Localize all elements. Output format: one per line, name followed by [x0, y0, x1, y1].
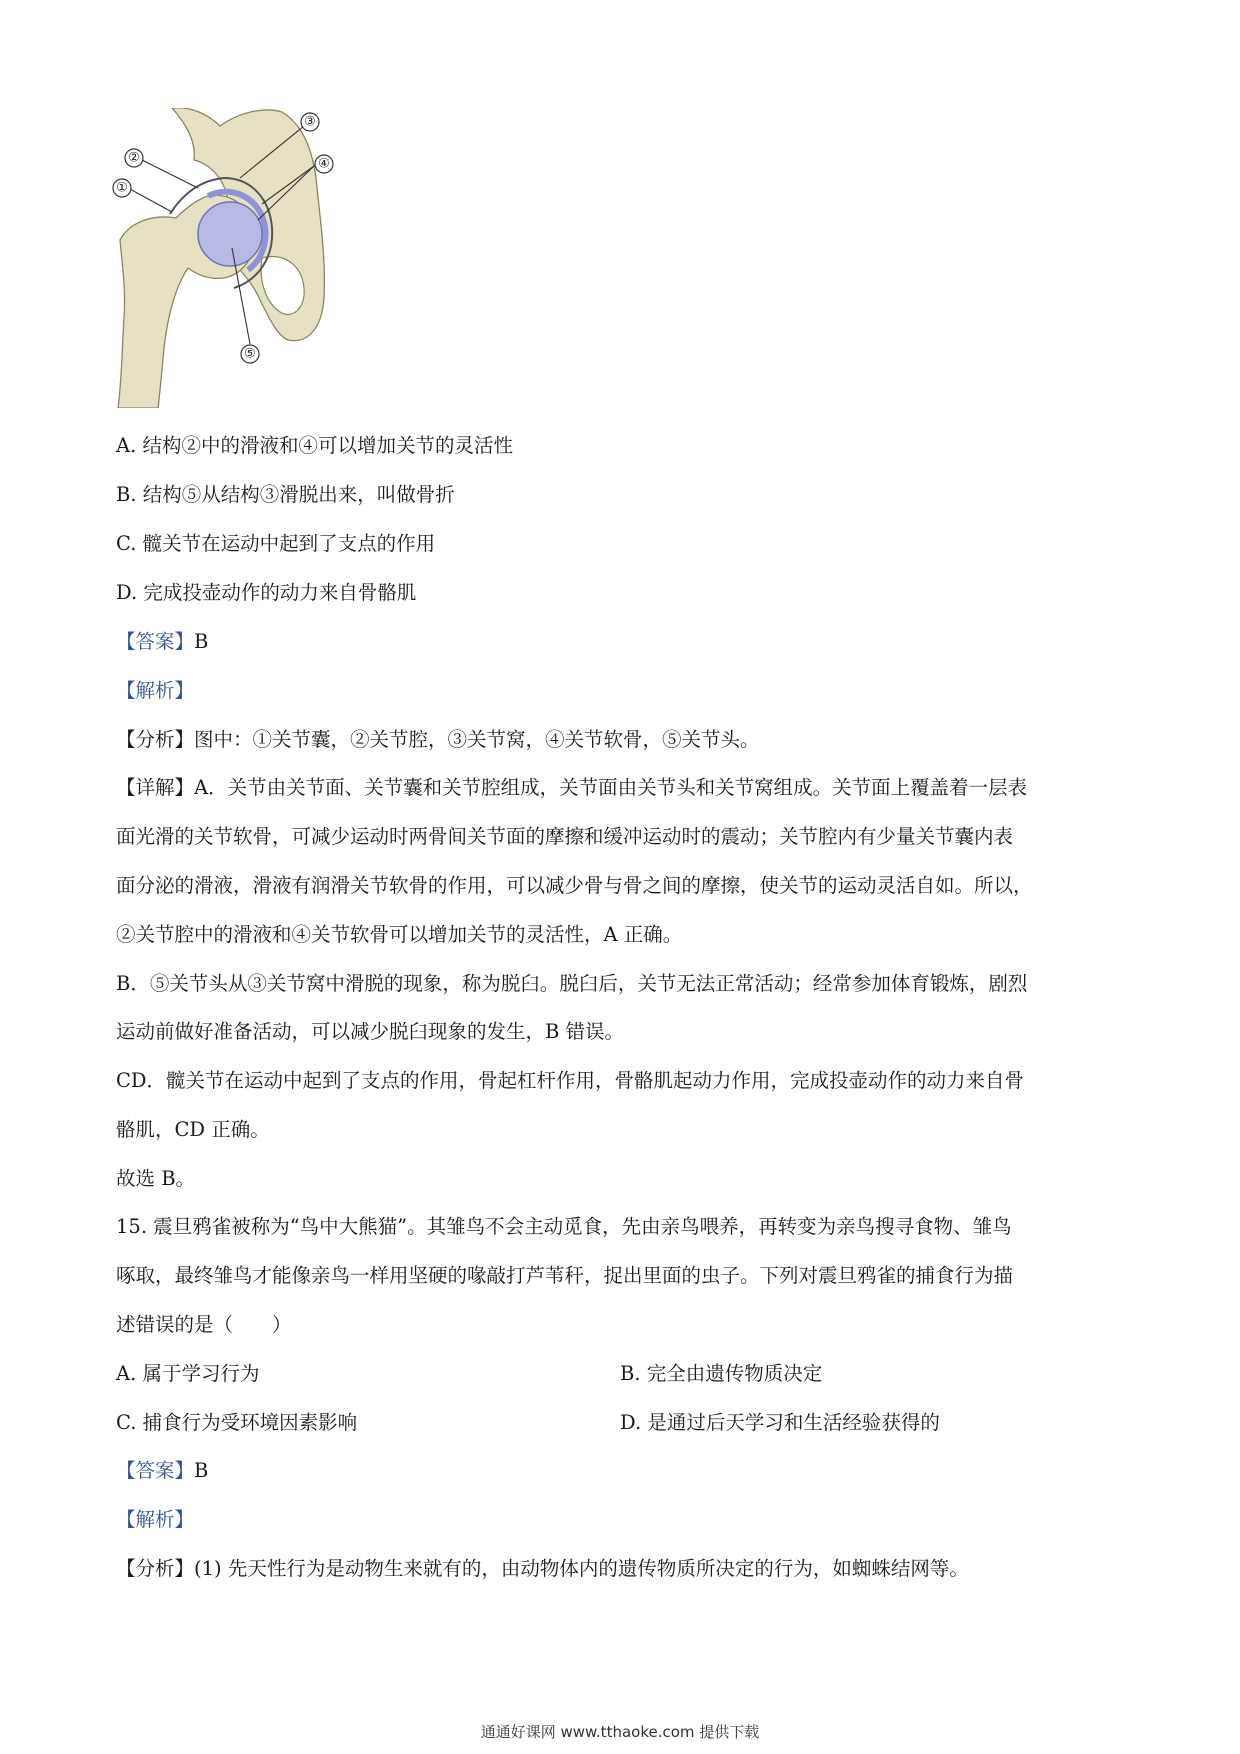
q14-detail-line-3: 面分泌的滑液，滑液有润滑关节软骨的作用，可以减少骨与骨之间的摩擦，使关节的运动灵活自如。所以，	[116, 874, 1033, 897]
q15-stem-line-2: 啄取，最终雏鸟才能像亲鸟一样用坚硬的喙敲打芦苇秆，捉出里面的虫子。下列对震旦鸦雀的捕食行为描	[116, 1264, 1014, 1287]
answer-value: B	[194, 630, 209, 653]
fenxi-tag: 【分析】	[116, 728, 195, 751]
q15-analysis-tag: 【解析】	[116, 1508, 195, 1531]
label-4	[315, 155, 333, 173]
q14-fenxi	[116, 727, 1136, 753]
svg-text:④: ④	[318, 156, 330, 172]
q15-options-row-1	[116, 1361, 1136, 1387]
label-3	[301, 113, 319, 131]
q14-detail-line-7: CD．髋关节在运动中起到了支点的作用，骨起杠杆作用，骨骼肌起动力作用，完成投壶动作的动力来自骨	[116, 1069, 1025, 1092]
fenxi-text: 图中：①关节囊，②关节腔，③关节窝，④关节软骨，⑤关节头。	[194, 728, 760, 751]
page-footer: 通通好课网 www.tthaoke.com 提供下载	[480, 1723, 760, 1741]
q14-detail-line-1	[116, 775, 1136, 801]
q15-stem-line-3: 述错误的是（ ）	[116, 1313, 292, 1336]
q14-detail-line-5: B．⑤关节头从③关节窝中滑脱的现象，称为脱臼。脱臼后，关节无法正常活动；经常参加体育锻炼，剧烈	[116, 972, 1028, 995]
q14-option-a: A. 结构②中的滑液和④可以增加关节的灵活性	[116, 434, 513, 457]
detail-text: A．关节由关节面、关节囊和关节腔组成，关节面由关节头和关节窝组成。关节面上覆盖着一层表	[194, 776, 1028, 799]
detail-tag: 【详解】	[116, 776, 195, 799]
q15-option-d: D. 是通过后天学习和生活经验获得的	[620, 1411, 940, 1434]
q15-stem-line-1: 15. 震旦鸦雀被称为“鸟中大熊猫”。其雏鸟不会主动觅食，先由亲鸟喂养，再转变为亲鸟搜寻食物、雏鸟	[116, 1215, 1012, 1238]
label-5	[241, 345, 259, 363]
q14-detail-line-2: 面光滑的关节软骨，可减少运动时两骨间关节面的摩擦和缓冲运动时的震动；关节腔内有少量关节囊内表	[116, 825, 1014, 848]
q15-option-c: C. 捕食行为受环境因素影响	[116, 1411, 358, 1434]
femoral-head	[198, 202, 262, 266]
svg-text:③: ③	[304, 114, 316, 130]
label-2	[125, 149, 143, 167]
answer-tag: 【答案】	[116, 630, 195, 653]
q14-option-d: D. 完成投壶动作的动力来自骨骼肌	[116, 581, 417, 604]
q14-answer	[116, 629, 1136, 655]
q14-option-c: C. 髋关节在运动中起到了支点的作用	[116, 532, 436, 555]
answer-tag: 【答案】	[116, 1459, 195, 1482]
hip-joint-diagram	[112, 108, 374, 408]
q15-options-row-2	[116, 1410, 1136, 1436]
fenxi-text: (1) 先天性行为是动物生来就有的，由动物体内的遗传物质所决定的行为，如蜘蛛结网等。	[194, 1557, 969, 1580]
answer-value: B	[194, 1459, 209, 1482]
svg-text:②: ②	[128, 150, 140, 166]
q14-detail-line-4: ②关节腔中的滑液和④关节软骨可以增加关节的灵活性，A 正确。	[116, 923, 683, 946]
q14-analysis-tag: 【解析】	[116, 679, 195, 702]
q15-fenxi	[116, 1556, 1136, 1582]
svg-text:①: ①	[116, 180, 128, 196]
q14-detail-line-8: 骼肌，CD 正确。	[116, 1118, 270, 1141]
q14-option-b: B. 结构⑤从结构③滑脱出来，叫做骨折	[116, 483, 455, 506]
fenxi-tag: 【分析】	[116, 1557, 195, 1580]
q14-detail-line-6: 运动前做好准备活动，可以减少脱臼现象的发生，B 错误。	[116, 1020, 625, 1043]
q15-answer	[116, 1458, 1136, 1484]
q15-option-a: A. 属于学习行为	[116, 1362, 260, 1385]
svg-text:⑤: ⑤	[244, 346, 256, 362]
q14-conclusion: 故选 B。	[116, 1167, 196, 1190]
q15-option-b: B. 完全由遗传物质决定	[620, 1362, 823, 1385]
label-1	[113, 179, 131, 197]
